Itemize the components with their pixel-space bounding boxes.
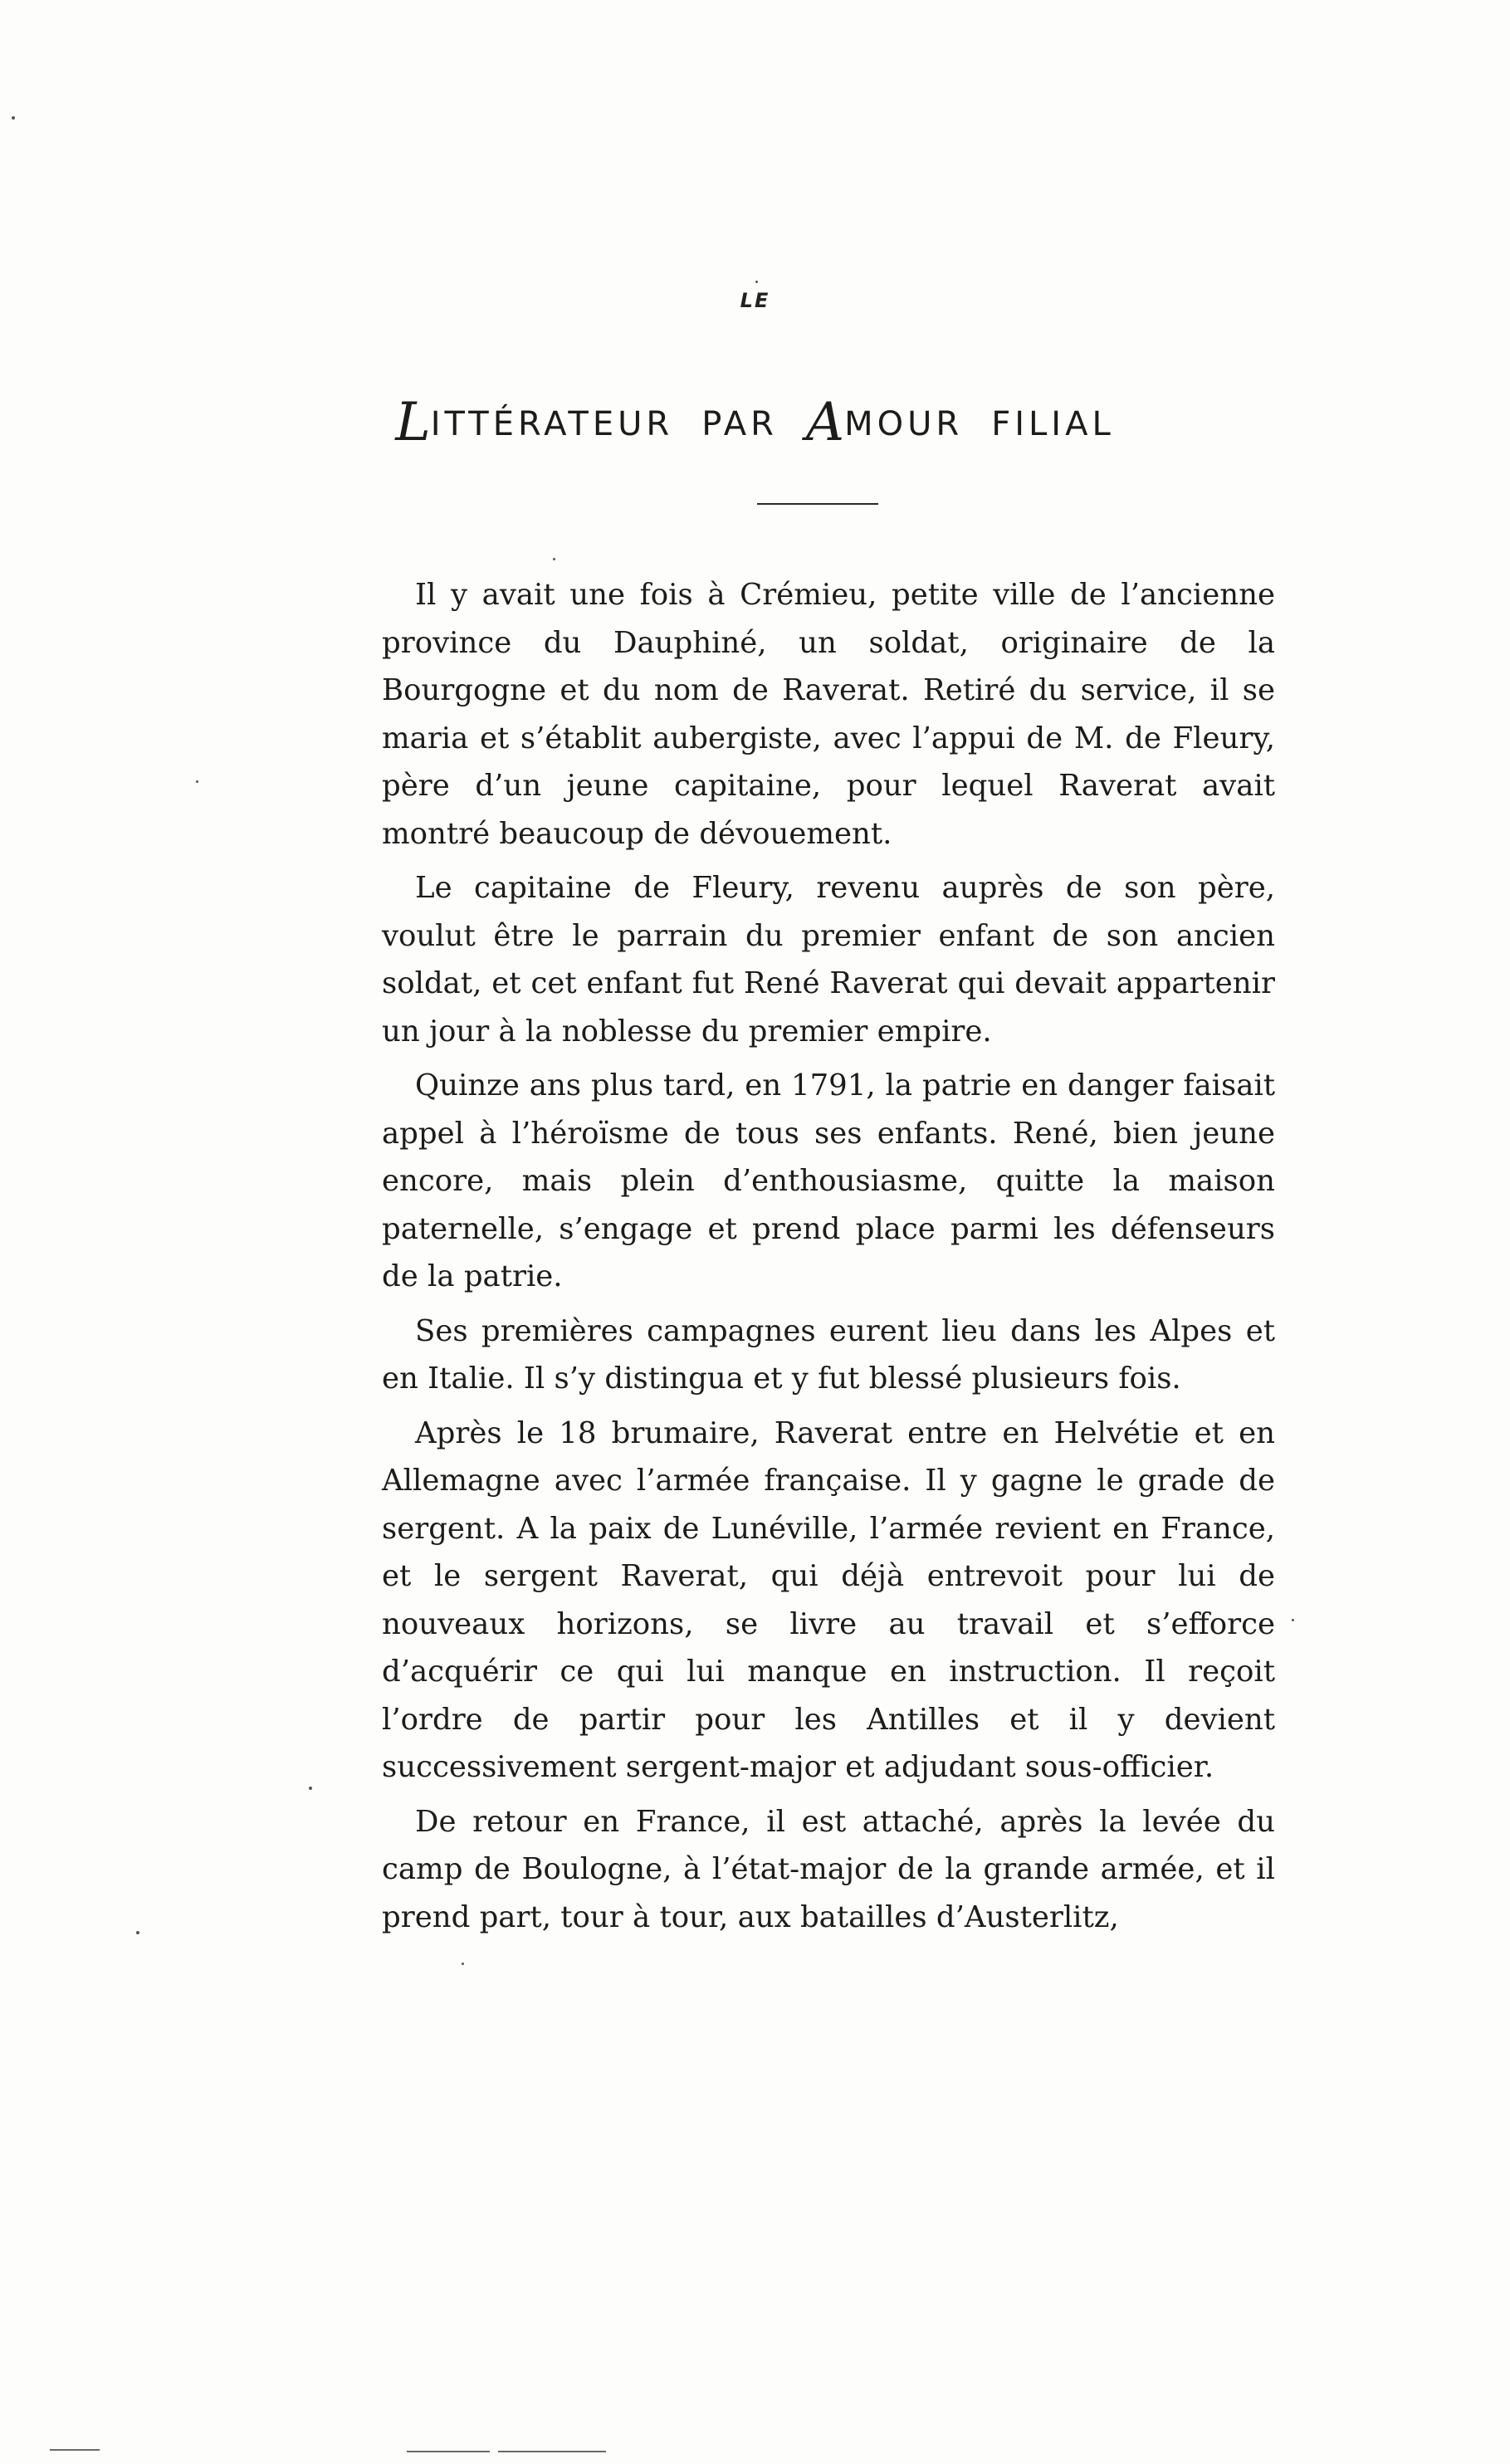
title-word-litterateur: ITTÉRATEUR [430, 405, 674, 443]
scan-speck [755, 281, 758, 283]
scan-speck [12, 116, 15, 120]
chapter-title [0, 387, 1510, 453]
scan-speck [553, 558, 555, 560]
paragraph: Après le 18 brumaire, Raverat entre en Helvétie et en Allemagne avec l’armée française. Il y gagne le grade de sergent. A la paix de Lunéville, l’armée revient en France, et le sergent Raverat, qui déjà entrevoit pour lui de nouveaux horizons, se livre au travail et s’efforce d’acquérir ce qui lui manque en instruction. Il reçoit l’ordre de partir pour les Antilles et il y devient successivement sergent-major et adjudant sous-officier. [382, 1415, 1275, 1784]
title-word-amour: MOUR [844, 405, 964, 443]
scan-speck [1292, 1619, 1294, 1621]
scan-edge-mark [50, 2449, 100, 2451]
body-text [382, 571, 1275, 1941]
scan-speck [196, 780, 198, 783]
paragraph: Il y avait une fois à Crémieu, petite ville de l’ancienne province du Dauphiné, un soldat, originaire de la Bourgogne et du nom de Raverat. Retiré du service, il se maria et s’établit aubergiste, avec l’appui de M. de Fleury, père d’un jeune capitaine, pour lequel Raverat avait montré beaucoup de dévouement. [382, 578, 1275, 851]
paragraph: Quinze ans plus tard, en 1791, la patrie en danger faisait appel à l’héroïsme de tous ses enfants. René, bien jeune encore, mais plein d’enthousiasme, quitte la maison paternelle, s’engage et prend place parmi les défenseurs de la patrie. [382, 1068, 1275, 1293]
scan-speck [309, 1787, 312, 1790]
scan-edge-mark [498, 2451, 606, 2452]
title-word-filial: FILIAL [991, 405, 1115, 443]
paragraph: Le capitaine de Fleury, revenu auprès de son père, voulut être le parrain du premier enfant de son ancien soldat, et cet enfant fut René Raverat qui devait appartenir un jour à la noblesse du premier empire. [382, 871, 1275, 1049]
paragraph: De retour en France, il est attaché, après la levée du camp de Boulogne, à l’état-major de la grande armée, et il prend part, tour à tour, aux batailles d’Austerlitz, [382, 1804, 1275, 1934]
paragraph: Ses premières campagnes eurent lieu dans les Alpes et en Italie. Il s’y distingua et y fut blessé plusieurs fois. [382, 1313, 1275, 1396]
scan-speck [136, 1931, 139, 1934]
chapter-kicker: LE [740, 289, 770, 312]
title-initial-a: A [805, 392, 845, 453]
title-word-par: PAR [701, 405, 778, 443]
scan-edge-mark [407, 2451, 490, 2452]
title-rule [757, 503, 878, 505]
scan-speck [462, 1963, 464, 1965]
title-initial-l: L [395, 392, 431, 453]
